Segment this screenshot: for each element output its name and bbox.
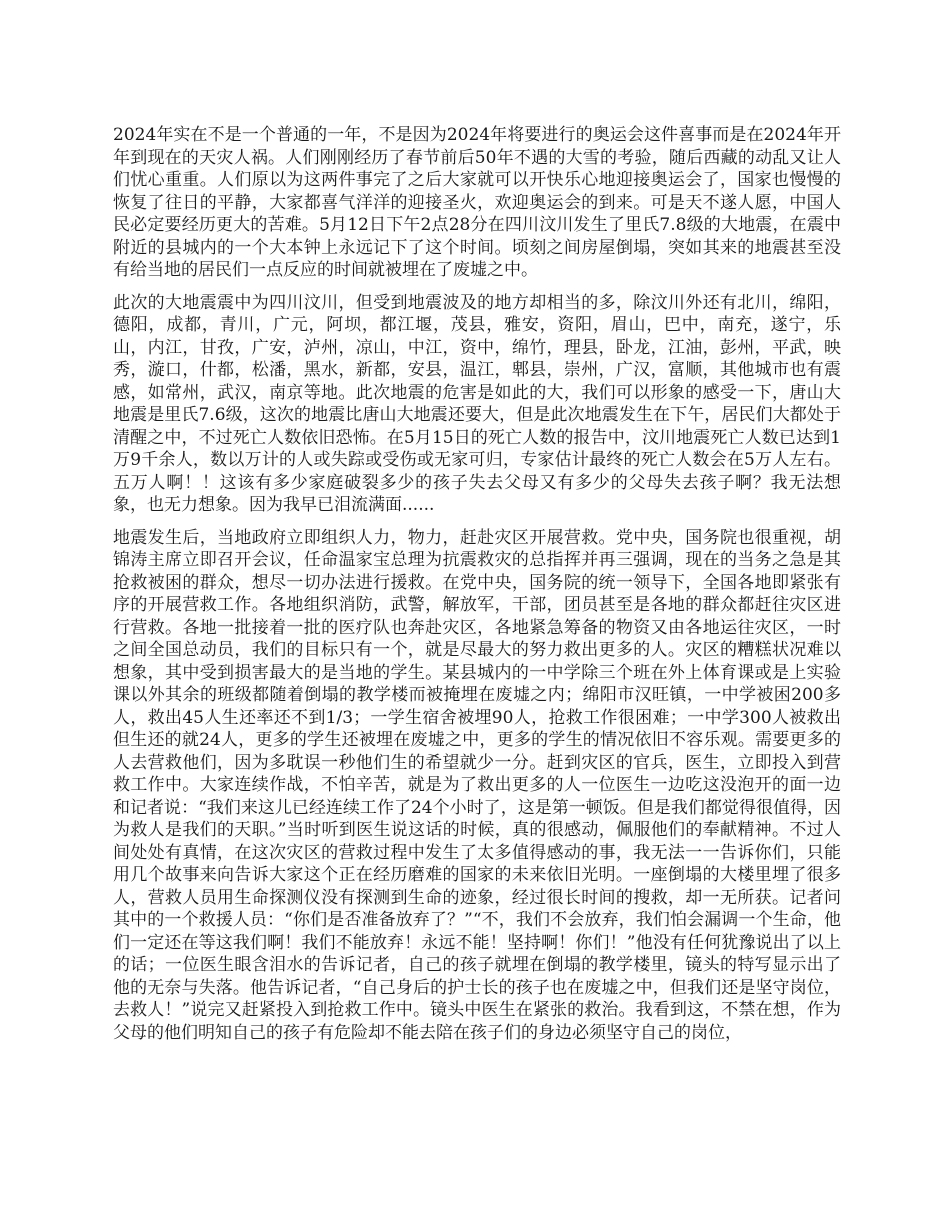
article-body [113, 124, 841, 1044]
paragraph-2: 此次的大地震震中为四川汶川，但受到地震波及的地方却相当的多，除汶川外还有北川，绵阳，德阳，成都，青川，广元，阿坝，都江堰，茂县，雅安，资阳，眉山，巴中，南充，遂宁，乐山，内江，甘孜，广安，泸州，凉山，中江，资中，绵竹，理县，卧龙，江油，彭州，平武，映秀，漩口，什都，松潘，黑水，新都，安县，温江，郫县，崇州，广汉，富顺，其他城市也有震感，如常州，武汉，南京等地。此次地震的危害是如此的大，我们可以形象的感受一下，唐山大地震是里氏7.6级，这次的地震比唐山大地震还要大，但是此次地震发生在下午，居民们大都处于清醒之中，不过死亡人数依旧恐怖。在5月15日的死亡人数的报告中，汶川地震死亡人数已达到1万9千余人，数以万计的人或失踪或受伤或无家可归，专家估计最终的死亡人数会在5万人左右。五万人啊！！这该有多少家庭破裂多少的孩子失去父母又有多少的父母失去孩子啊？我无法想象，也无力想象。因为我早已泪流满面...... [113, 292, 841, 515]
paragraph-1: 2024年实在不是一个普通的一年，不是因为2024年将要进行的奥运会这件喜事而是在2024年开年到现在的天灾人祸。人们刚刚经历了春节前后50年不遇的大雪的考验，随后西藏的动乱又让人们忧心重重。人们原以为这两件事完了之后大家就可以开快乐心地迎接奥运会了，国家也慢慢的恢复了往日的平静，大家都喜气洋洋的迎接圣火，欢迎奥运会的到来。可是天不遂人愿，中国人民必定要经历更大的苦难。5月12日下午2点28分在四川汶川发生了里氏7.8级的大地震，在震中附近的县城内的一个大本钟上永远记下了这个时间。顷刻之间房屋倒塌，突如其来的地震甚至没有给当地的居民们一点反应的时间就被埋在了废墟之中。 [113, 125, 841, 280]
paragraph-3: 地震发生后，当地政府立即组织人力，物力，赶赴灾区开展营救。党中央，国务院也很重视，胡锦涛主席立即召开会议，任命温家宝总理为抗震救灾的总指挥并再三强调，现在的当务之急是其抢救被困的群众，想尽一切办法进行援救。在党中央，国务院的统一领导下，全国各地即紧张有序的开展营救工作。各地组织消防，武警，解放军，干部，团员甚至是各地的群众都赶往灾区进行营救。各地一批接着一批的医疗队也奔赴灾区，各地紧急筹备的物资又由各地运往灾区，一时之间全国总动员，我们的目标只有一个，就是尽最大的努力救出更多的人。灾区的糟糕状况难以想象，其中受到损害最大的是当地的学生。某县城内的一中学除三个班在外上体育课或是上实验课以外其余的班级都随着倒塌的教学楼而被掩埋在废墟之内；绵阳市汉旺镇，一中学被困200多人，救出45人生还率还不到1/3；一学生宿舍被埋90人，抢救工作很困难；一中学300人被救出但生还的就24人，更多的学生还被埋在废墟之中，更多的学生的情况依旧不容乐观。需要更多的人去营救他们，因为多耽误一秒他们生的希望就少一分。赶到灾区的官兵，医生，立即投入到营救工作中。大家连续作战，不怕辛苦，就是为了救出更多的人一位医生一边吃这没泡开的面一边和记者说：“我们来这儿已经连续工作了24个小时了，这是第一顿饭。但是我们都觉得很值得，因为救人是我们的天职。”当时听到医生说这话的时候，真的很感动，佩服他们的奉献精神。不过人间处处有真情，在这次灾区的营救过程中发生了太多值得感动的事，我无法一一告诉你们，只能用几个故事来向告诉大家这个正在经历磨难的国家的未来依旧光明。一座倒塌的大楼里埋了很多人，营救人员用生命探测仪没有探测到生命的迹象，经过很长时间的搜救，却一无所获。记者问其中的一个救援人员：“你们是否准备放弃了？”“不，我们不会放弃，我们怕会漏调一个生命，他们一定还在等这我们啊！我们不能放弃！永远不能！坚持啊！你们！”他没有任何犹豫说出了以上的话；一位医生眼含泪水的告诉记者，自己的孩子就埋在倒塌的教学楼里，镜头的特写显示出了他的无奈与失落。他告诉记者，“自己身后的护士长的孩子也在废墟之中，但我们还是坚守岗位，去救人！”说完又赶紧投入到抢救工作中。镜头中医生在紧张的救治。我看到这，不禁在想，作为父母的他们明知自己的孩子有危险却不能去陪在孩子们的身边必须坚守自己的岗位， [113, 527, 841, 1043]
